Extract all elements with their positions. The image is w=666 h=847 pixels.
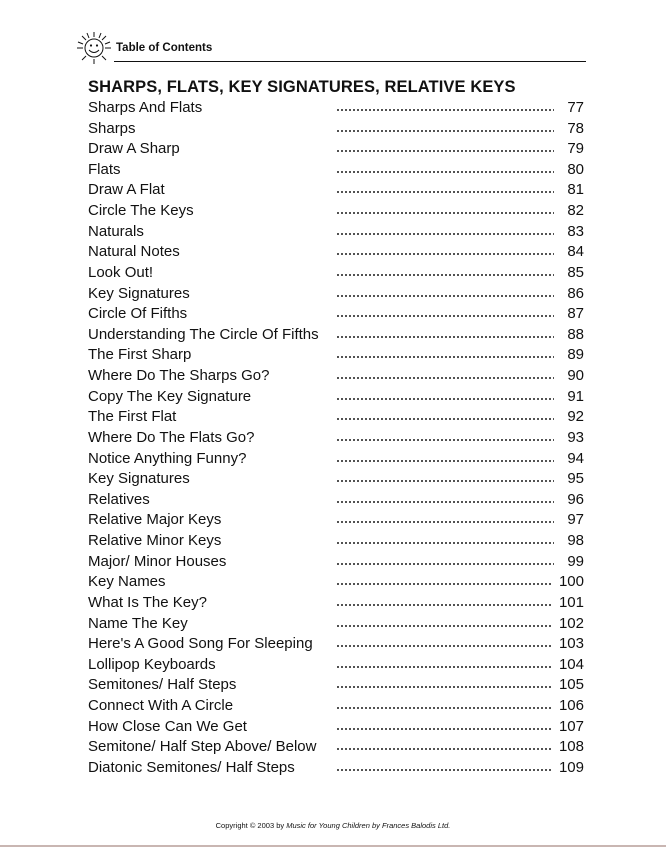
toc-entry [88, 449, 584, 469]
toc-entry-title: Flats [88, 160, 121, 178]
toc-entry-page: 105 [554, 675, 584, 695]
dot-leader [336, 480, 554, 482]
dot-leader [336, 666, 552, 668]
toc-entry-page: 86 [554, 284, 584, 304]
toc-entry-page: 92 [554, 407, 584, 427]
toc-entry-title: Sharps And Flats [88, 99, 203, 116]
toc-entry [88, 531, 584, 551]
toc-entry [88, 119, 584, 139]
toc-entry-title: Connect With A Circle [88, 696, 234, 714]
toc-entry-page: 81 [554, 180, 584, 200]
toc-entry [88, 510, 584, 530]
toc-entry [88, 387, 584, 407]
toc-entry [88, 737, 584, 757]
toc-entry-title: Natural Notes [88, 243, 180, 261]
toc-entry-page: 93 [554, 428, 584, 448]
toc-entry-page: 96 [554, 490, 584, 510]
dot-leader [336, 212, 554, 214]
toc-entry-title: Draw A Sharp [88, 140, 180, 158]
toc-entry-page: 101 [554, 593, 584, 613]
toc-entry-title: Key Signatures [88, 470, 190, 488]
toc-entry [88, 180, 584, 200]
toc-entry-page: 97 [554, 510, 584, 530]
dot-leader [336, 191, 554, 193]
toc-entry [88, 201, 584, 221]
toc-entry [88, 593, 584, 613]
by-text: by [369, 821, 382, 830]
toc-entry-title: Draw A Flat [88, 181, 165, 199]
toc-entry-page: 108 [554, 737, 584, 757]
toc-entry-title: Look Out! [88, 263, 154, 281]
header-divider [114, 61, 586, 62]
toc-entry-title: Circle The Keys [88, 202, 194, 220]
toc-entry-title: Where Do The Sharps Go? [88, 367, 270, 385]
toc-entry-page: 89 [554, 345, 584, 365]
dot-leader [336, 439, 554, 441]
toc-entry [88, 490, 584, 510]
toc-entry-page: 78 [554, 119, 584, 139]
dot-leader [336, 233, 554, 235]
toc-entry-title: Notice Anything Funny? [88, 449, 247, 467]
dot-leader [336, 686, 552, 688]
toc-entry [88, 696, 584, 716]
toc-entry [88, 758, 584, 778]
toc-entry-title: Naturals [88, 222, 144, 240]
dot-leader [336, 274, 554, 276]
toc-entry-page: 79 [554, 139, 584, 159]
toc-entry [88, 222, 584, 242]
toc-entry [88, 655, 584, 675]
toc-entry-page: 91 [554, 387, 584, 407]
toc-entry-page: 83 [554, 222, 584, 242]
toc-entry-title: Copy The Key Signature [88, 387, 252, 405]
toc-entry [88, 552, 584, 572]
toc-entry-title: Understanding The Circle Of Fifths [88, 325, 319, 343]
toc-entry [88, 304, 584, 324]
toc-entry-title: How Close Can We Get [88, 717, 247, 735]
dot-leader [336, 542, 554, 544]
dot-leader [336, 130, 554, 132]
toc-entry-page: 77 [554, 98, 584, 118]
toc-entry [88, 428, 584, 448]
toc-entry-page: 85 [554, 263, 584, 283]
toc-entry-page: 94 [554, 449, 584, 469]
toc-entry-page: 102 [554, 614, 584, 634]
toc-entry [88, 614, 584, 634]
toc-entry-title: What Is The Key? [88, 593, 207, 611]
toc-entry [88, 469, 584, 489]
toc-entry-title: Relatives [88, 490, 150, 508]
toc-entry-title: Relative Major Keys [88, 511, 222, 529]
toc-entry-title: Semitones/ Half Steps [88, 676, 237, 694]
toc-entry [88, 634, 584, 654]
toc-entry-title: Diatonic Semitones/ Half Steps [88, 758, 295, 776]
toc-entry-page: 107 [554, 717, 584, 737]
toc-entry [88, 284, 584, 304]
copyright-prefix: Copyright © 2003 by [215, 821, 287, 830]
toc-entry-page: 109 [554, 758, 584, 778]
dot-leader [336, 315, 554, 317]
toc-entry-page: 95 [554, 469, 584, 489]
toc-entry-page: 87 [554, 304, 584, 324]
toc-entry [88, 98, 584, 118]
toc-entry-title: Major/ Minor Houses [88, 552, 227, 570]
toc-entry-page: 88 [554, 325, 584, 345]
toc-entry-page: 82 [554, 201, 584, 221]
toc-entry-title: The First Sharp [88, 346, 192, 364]
toc-entry-title: Relative Minor Keys [88, 532, 222, 550]
dot-leader [336, 150, 554, 152]
toc-entry [88, 572, 584, 592]
toc-entry-page: 103 [554, 634, 584, 654]
toc-entry [88, 242, 584, 262]
toc-entry-page: 90 [554, 366, 584, 386]
dot-leader [336, 171, 554, 173]
dot-leader [336, 253, 554, 255]
dot-leader [336, 356, 554, 358]
dot-leader [336, 460, 554, 462]
publisher-name: Music for Young Children [286, 821, 370, 830]
toc-entry-title: Name The Key [88, 614, 188, 632]
toc-entry-page: 99 [554, 552, 584, 572]
toc-entry-title: Here's A Good Song For Sleeping [88, 635, 313, 653]
toc-entry [88, 160, 584, 180]
toc-entry [88, 675, 584, 695]
dot-leader [336, 625, 552, 627]
dot-leader [336, 748, 552, 750]
toc-entry [88, 717, 584, 737]
toc-entry-title: Sharps [88, 119, 136, 137]
dot-leader [336, 336, 554, 338]
toc-entry [88, 325, 584, 345]
toc-entry-page: 84 [554, 242, 584, 262]
toc-entry [88, 345, 584, 365]
dot-leader [336, 295, 554, 297]
dot-leader [336, 728, 552, 730]
toc-entry-title: Key Names [88, 573, 166, 591]
toc-entry-title: The First Flat [88, 408, 177, 426]
author-name: Frances Balodis Ltd. [381, 821, 451, 830]
smiling-sun-icon [74, 30, 114, 66]
header-title: Table of Contents [116, 42, 213, 54]
toc-entry-title: Where Do The Flats Go? [88, 428, 255, 446]
page-header [74, 30, 586, 66]
toc-entry-title: Lollipop Keyboards [88, 655, 216, 673]
dot-leader [336, 418, 554, 420]
dot-leader [336, 707, 552, 709]
toc-entry-page: 98 [554, 531, 584, 551]
section-title: SHARPS, FLATS, KEY SIGNATURES, RELATIVE KEYS [88, 78, 516, 96]
footer-copyright [0, 821, 666, 830]
toc-entry [88, 407, 584, 427]
dot-leader [336, 604, 552, 606]
toc-entry-page: 80 [554, 160, 584, 180]
toc-entry [88, 263, 584, 283]
toc-entry-title: Key Signatures [88, 284, 190, 302]
dot-leader [336, 563, 554, 565]
dot-leader [336, 769, 552, 771]
dot-leader [336, 521, 554, 523]
dot-leader [336, 398, 554, 400]
dot-leader [336, 377, 554, 379]
dot-leader [336, 645, 552, 647]
toc-entry-title: Circle Of Fifths [88, 305, 188, 323]
toc-entry-page: 100 [554, 572, 584, 592]
toc-entry [88, 139, 584, 159]
toc-entry [88, 366, 584, 386]
toc-entry-title: Semitone/ Half Step Above/ Below [88, 738, 317, 756]
toc-entry-page: 104 [554, 655, 584, 675]
dot-leader [336, 501, 554, 503]
dot-leader [336, 583, 552, 585]
dot-leader [336, 109, 554, 111]
toc-entry-page: 106 [554, 696, 584, 716]
